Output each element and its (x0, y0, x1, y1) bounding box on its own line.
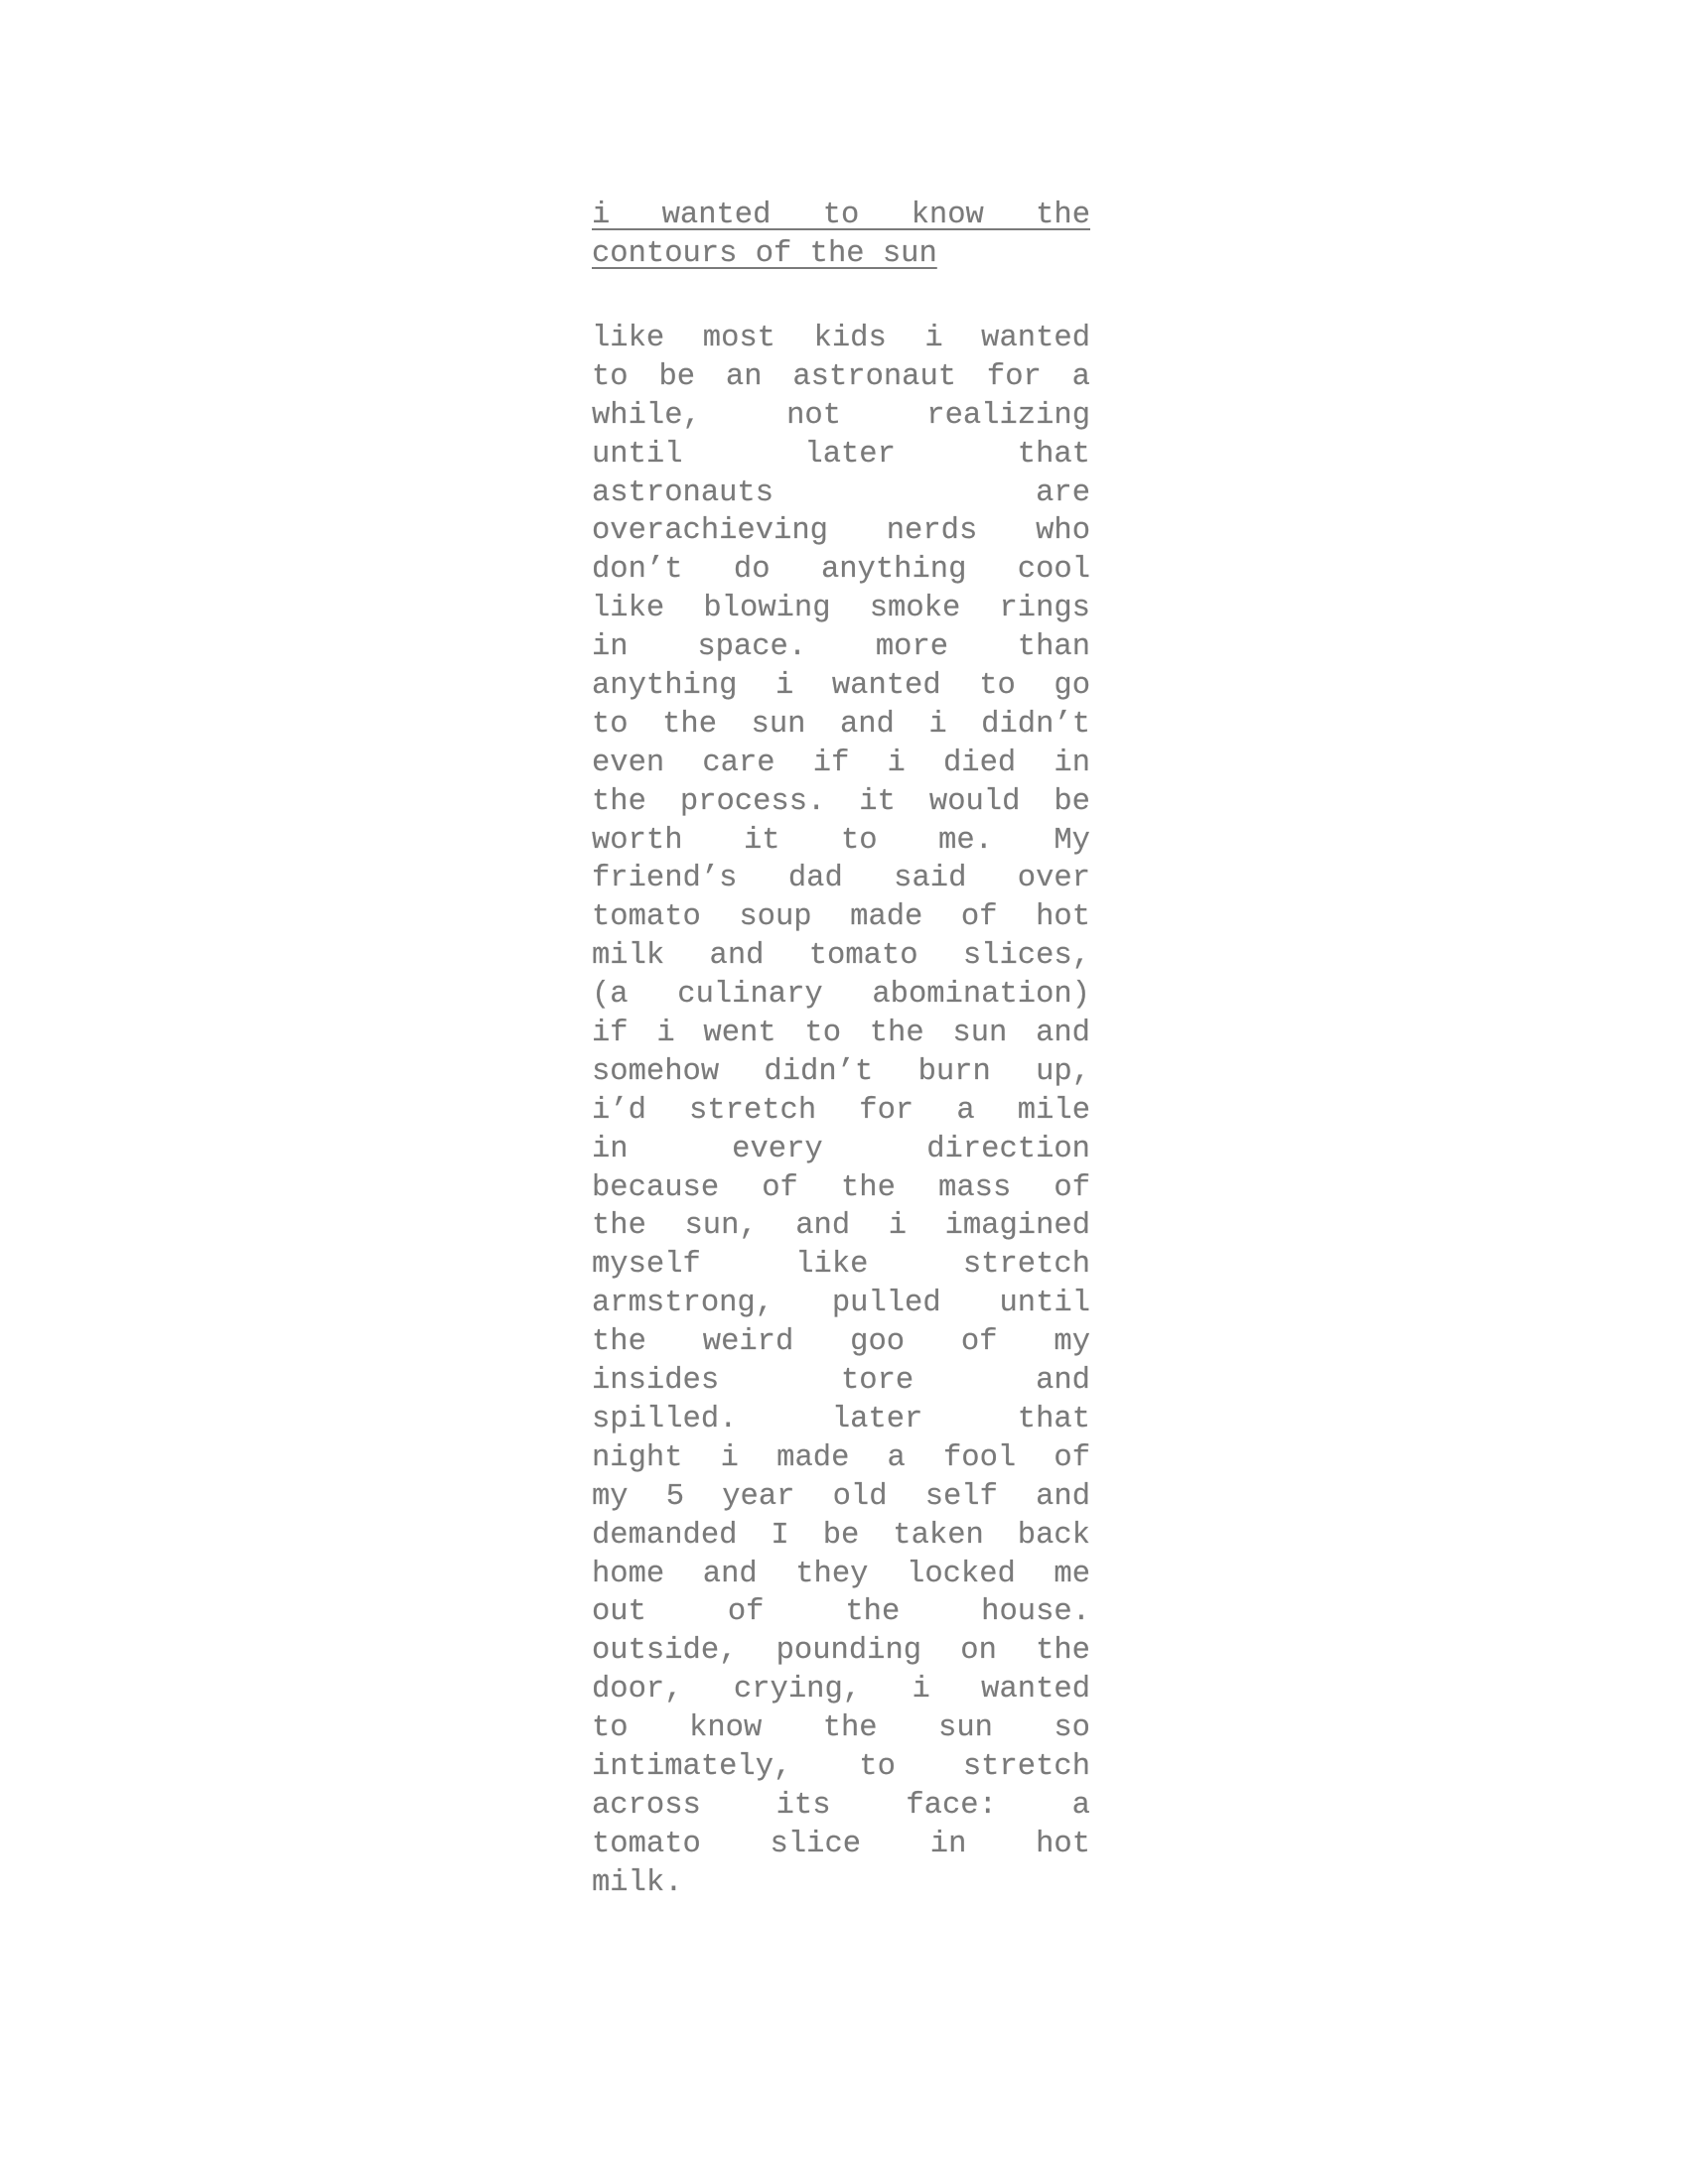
body-paragraph (592, 320, 1090, 1903)
text-line: outside, pounding on the (592, 1634, 1090, 1669)
title-line (592, 235, 1090, 274)
text-line: myself like stretch (592, 1248, 1090, 1283)
text-line: like most kids i wanted (592, 322, 1090, 355)
text-line: overachieving nerds who (592, 514, 1090, 549)
title-line (592, 197, 1090, 235)
text-line: if i went to the sun and (592, 1017, 1090, 1051)
text-line: because of the mass of (592, 1170, 1090, 1205)
title-line-text: contours of the sun (592, 237, 937, 271)
text-line: in every direction (592, 1132, 1090, 1166)
text-line: anything i wanted to go (592, 669, 1090, 704)
text-line: to be an astronaut for a (592, 359, 1090, 394)
text-line: worth it to me. My (592, 823, 1090, 858)
text-line: to know the sun so (592, 1711, 1090, 1746)
text-line: insides tore and (592, 1364, 1090, 1399)
text-line: friend’s dad said over (592, 862, 1090, 896)
text-line: even care if i died in (592, 746, 1090, 780)
text-line: the process. it would be (592, 784, 1090, 819)
text-line: until later that (592, 437, 1090, 472)
text-line: night i made a fool of (592, 1440, 1090, 1475)
text-line: armstrong, pulled until (592, 1287, 1090, 1321)
text-line: tomato soup made of hot (592, 900, 1090, 935)
text-line: (a culinary abomination) (592, 978, 1090, 1013)
text-line: my 5 year old self and (592, 1479, 1090, 1514)
text-line: milk. (592, 1865, 683, 1900)
text-line: out of the house. (592, 1595, 1090, 1630)
text-line: the weird goo of my (592, 1325, 1090, 1360)
text-line: intimately, to stretch (592, 1749, 1090, 1784)
text-line: somehow didn’t burn up, (592, 1054, 1090, 1089)
title-line-text: i wanted to know the (592, 199, 1090, 232)
text-line: i’d stretch for a mile (592, 1093, 1090, 1128)
text-line: don’t do anything cool (592, 553, 1090, 588)
text-line: like blowing smoke rings (592, 592, 1090, 626)
page-title (592, 197, 1090, 274)
text-line: astronauts are (592, 476, 1090, 510)
text-line: while, not realizing (592, 398, 1090, 433)
text-line: home and they locked me (592, 1557, 1090, 1591)
text-line: spilled. later that (592, 1402, 1090, 1436)
text-line: demanded I be taken back (592, 1518, 1090, 1553)
text-line: in space. more than (592, 630, 1090, 665)
text-line: the sun, and i imagined (592, 1209, 1090, 1244)
text-line: across its face: a (592, 1788, 1090, 1823)
text-line: to the sun and i didn’t (592, 707, 1090, 742)
text-column (592, 197, 1090, 1903)
text-line: door, crying, i wanted (592, 1673, 1090, 1707)
text-line: tomato slice in hot (592, 1827, 1090, 1861)
text-line: milk and tomato slices, (592, 939, 1090, 974)
